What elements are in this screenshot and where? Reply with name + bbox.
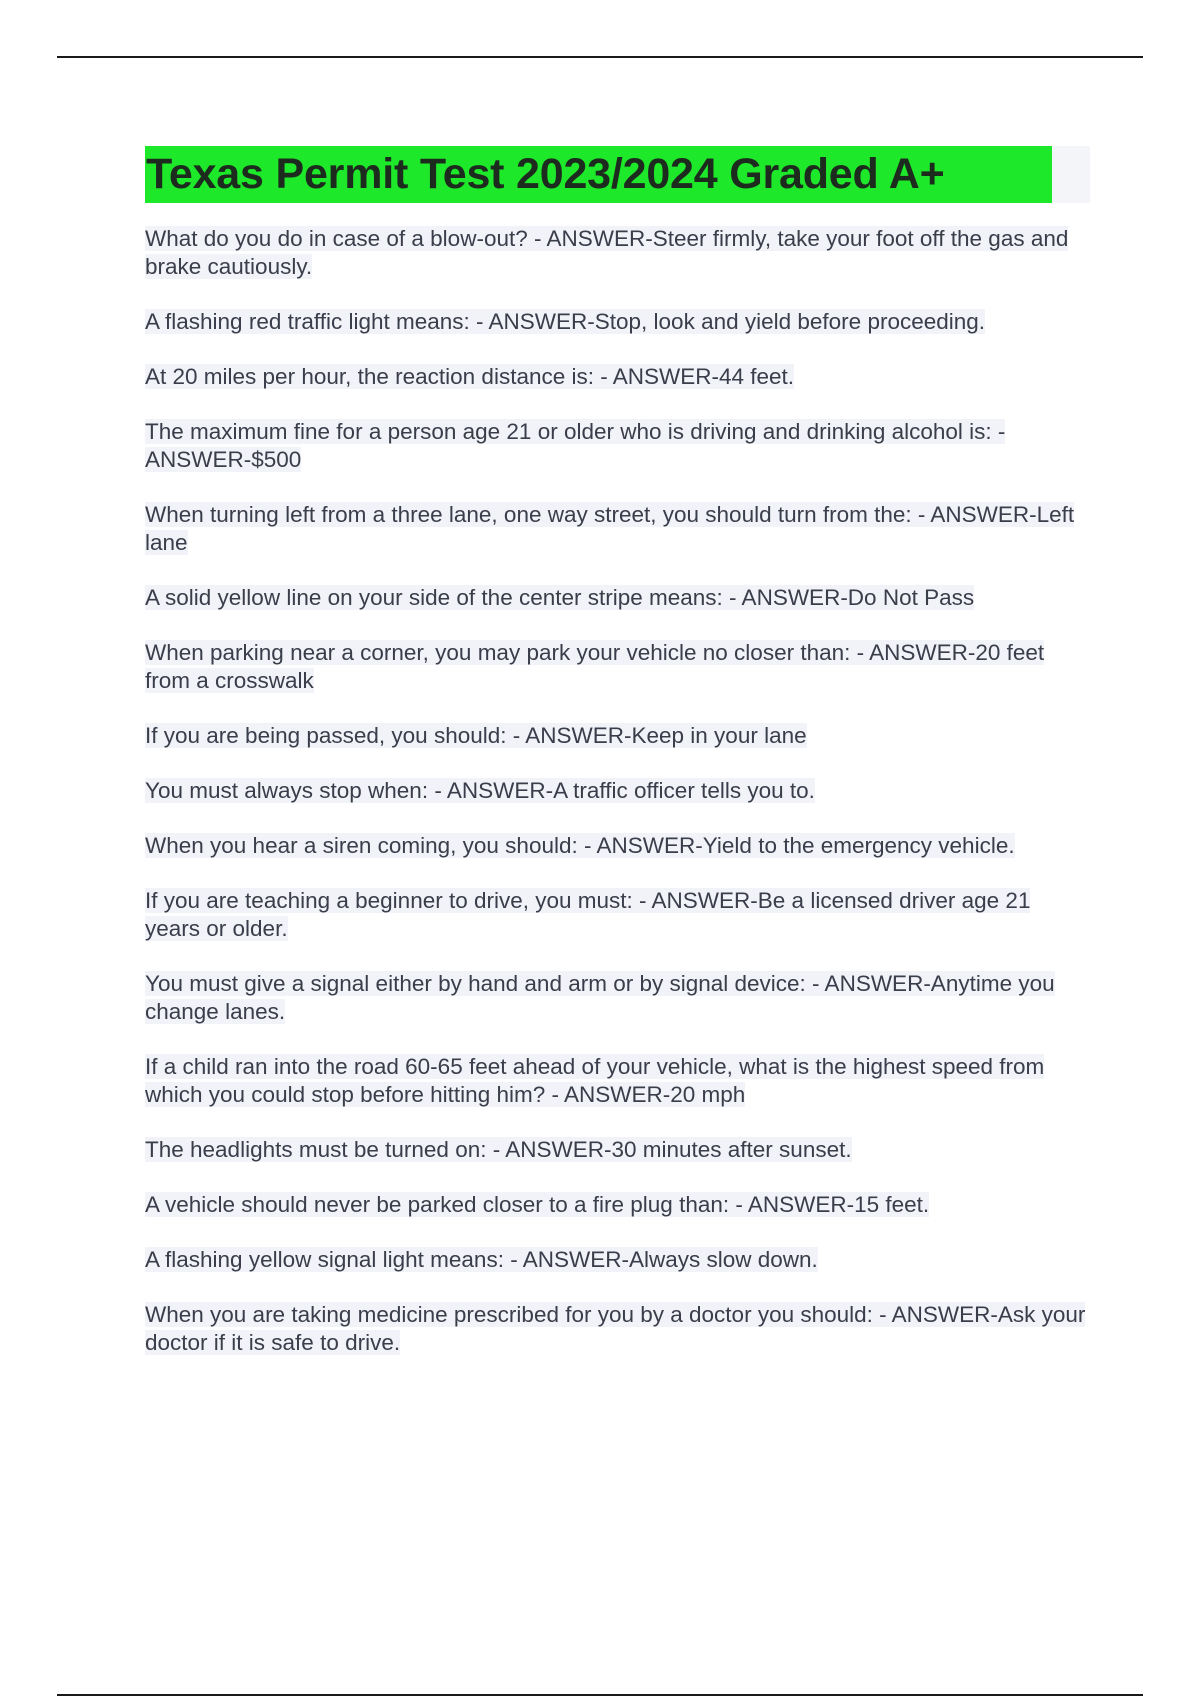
qa-text: The headlights must be turned on: - ANSWER-30 minutes after sunset. — [145, 1137, 852, 1162]
qa-item — [145, 970, 1090, 1026]
qa-item — [145, 363, 1090, 391]
qa-text: If a child ran into the road 60-65 feet ahead of your vehicle, what is the highest speed from which you could stop before hitting him? - ANSWER-20 mph — [145, 1054, 1045, 1107]
qa-item — [145, 418, 1090, 474]
qa-item — [145, 777, 1090, 805]
qa-item — [145, 1053, 1090, 1109]
qa-text: A flashing yellow signal light means: - ANSWER-Always slow down. — [145, 1247, 818, 1272]
qa-text: When parking near a corner, you may park your vehicle no closer than: - ANSWER-20 feet from a crosswalk — [145, 640, 1045, 693]
qa-text: When you hear a siren coming, you should: - ANSWER-Yield to the emergency vehicle. — [145, 833, 1015, 858]
qa-text: What do you do in case of a blow-out? - ANSWER-Steer firmly, take your foot off the gas and brake cautiously. — [145, 226, 1069, 279]
qa-item — [145, 887, 1090, 943]
qa-item — [145, 501, 1090, 557]
qa-text: When you are taking medicine prescribed for you by a doctor you should: - ANSWER-Ask your doctor if it is safe to drive. — [145, 1302, 1086, 1355]
qa-item — [145, 1301, 1090, 1357]
document-title: Texas Permit Test 2023/2024 Graded A+ — [145, 146, 1052, 203]
qa-item — [145, 722, 1090, 750]
qa-item — [145, 308, 1090, 336]
top-rule — [57, 56, 1143, 58]
bottom-rule — [57, 1694, 1143, 1696]
qa-item — [145, 1191, 1090, 1219]
qa-text: A flashing red traffic light means: - ANSWER-Stop, look and yield before proceeding. — [145, 309, 986, 334]
qa-text: A solid yellow line on your side of the center stripe means: - ANSWER-Do Not Pass — [145, 585, 975, 610]
qa-text: A vehicle should never be parked closer to a fire plug than: - ANSWER-15 feet. — [145, 1192, 930, 1217]
qa-text: If you are teaching a beginner to drive, you must: - ANSWER-Be a licensed driver age 21 years or older. — [145, 888, 1031, 941]
qa-text: The maximum fine for a person age 21 or older who is driving and drinking alcohol is: - ANSWER-$500 — [145, 419, 1006, 472]
qa-list — [145, 225, 1090, 1357]
qa-item — [145, 1246, 1090, 1274]
document-body — [145, 146, 1090, 1384]
qa-text: You must always stop when: - ANSWER-A traffic officer tells you to. — [145, 778, 815, 803]
qa-text: You must give a signal either by hand and arm or by signal device: - ANSWER-Anytime you change lanes. — [145, 971, 1055, 1024]
title-banner — [145, 146, 1090, 203]
qa-item — [145, 1136, 1090, 1164]
qa-text: When turning left from a three lane, one way street, you should turn from the: - ANSWER-Left lane — [145, 502, 1075, 555]
qa-item — [145, 225, 1090, 281]
qa-item — [145, 832, 1090, 860]
qa-item — [145, 639, 1090, 695]
qa-item — [145, 584, 1090, 612]
qa-text: At 20 miles per hour, the reaction distance is: - ANSWER-44 feet. — [145, 364, 795, 389]
qa-text: If you are being passed, you should: - ANSWER-Keep in your lane — [145, 723, 807, 748]
